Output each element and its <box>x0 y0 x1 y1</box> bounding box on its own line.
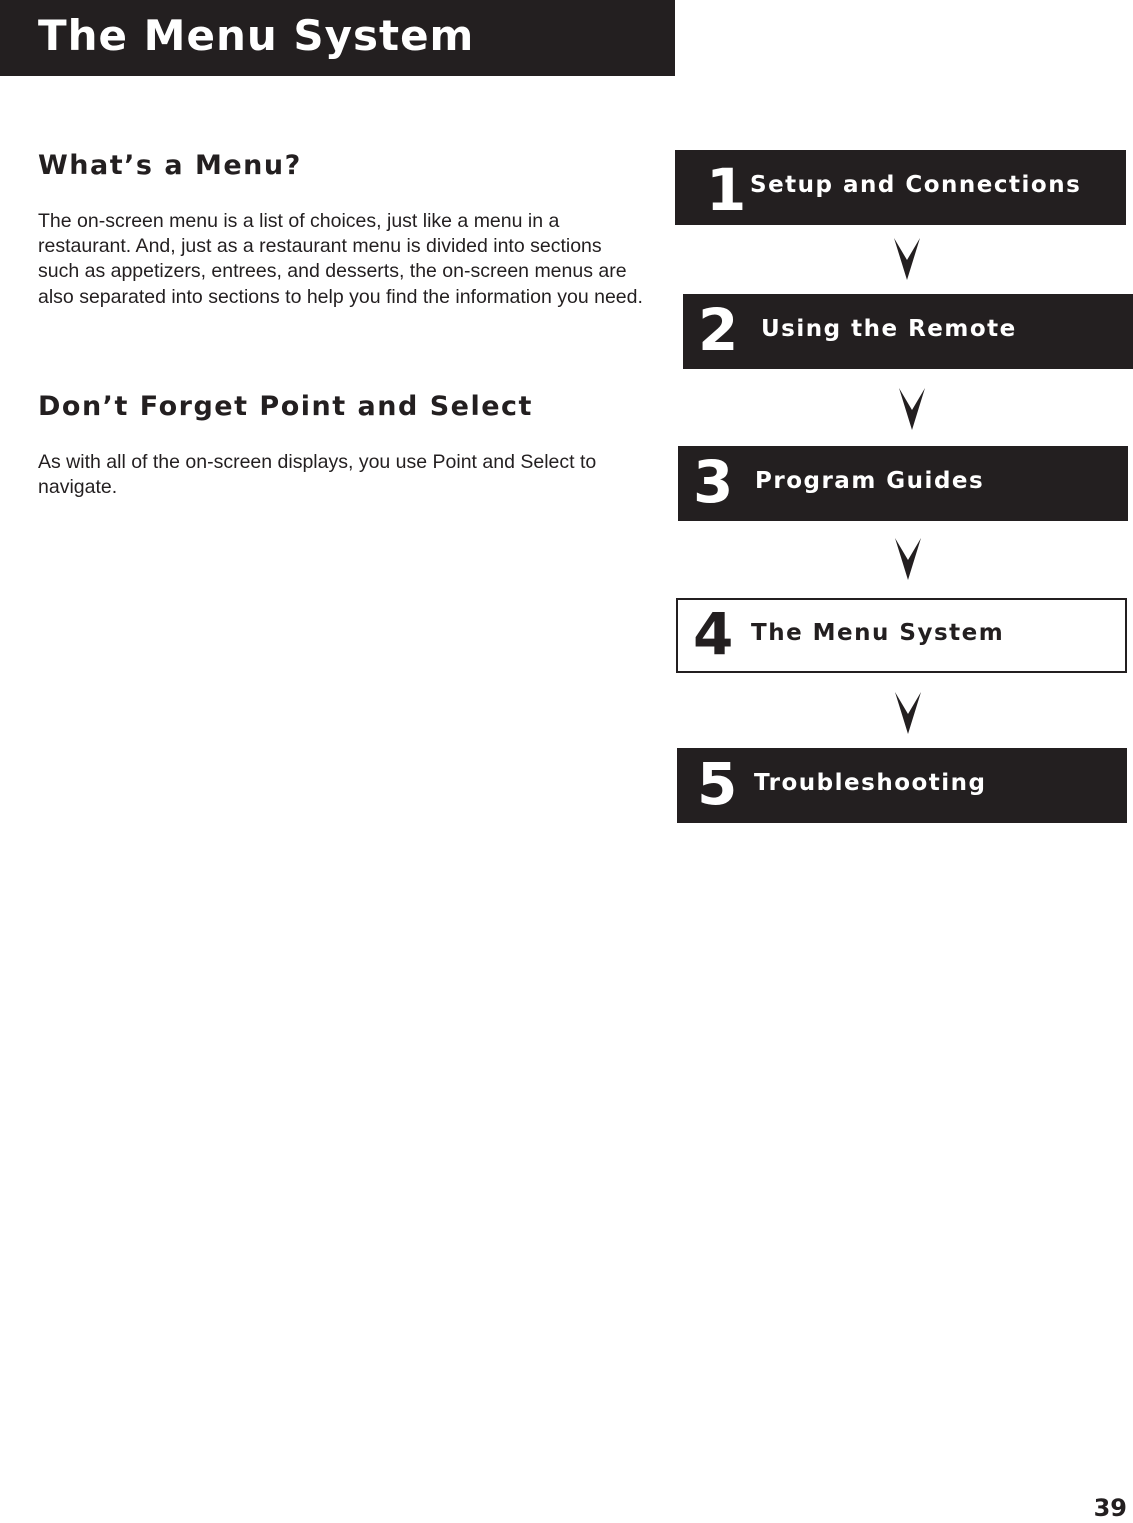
down-arrow-icon <box>894 536 922 582</box>
step-troubleshooting <box>677 748 1127 823</box>
section-whats-a-menu <box>38 150 648 310</box>
step-label: Setup and Connections <box>750 172 1082 198</box>
step-number: 4 <box>693 600 734 668</box>
step-number: 1 <box>706 156 747 224</box>
section-body: As with all of the on-screen displays, you use Point and Select to navigate. <box>38 451 597 499</box>
header-bar <box>0 0 675 76</box>
section-body: The on-screen menu is a list of choices, just like a menu in a restaurant. And, just as a restaurant menu is divided into sections such as appetizers, entrees, and desserts, the on-screen menus are also separated into sections to help you find the information you need. <box>38 210 643 308</box>
step-label: Troubleshooting <box>754 770 987 796</box>
down-arrow-icon <box>893 236 921 282</box>
step-label: Using the Remote <box>761 316 1017 342</box>
page-title: The Menu System <box>38 11 475 60</box>
step-program-guides <box>678 446 1128 521</box>
section-point-and-select <box>38 391 648 500</box>
step-label: Program Guides <box>755 468 985 494</box>
down-arrow-icon <box>894 690 922 736</box>
down-arrow-icon <box>898 386 926 432</box>
step-number: 2 <box>698 296 739 364</box>
step-label: The Menu System <box>751 620 1005 646</box>
page-number: 39 <box>1093 1494 1127 1522</box>
step-number: 3 <box>693 448 734 516</box>
step-setup-and-connections <box>675 150 1126 225</box>
section-heading: What’s a Menu? <box>38 150 302 181</box>
step-number: 5 <box>697 750 738 818</box>
section-heading: Don’t Forget Point and Select <box>38 391 533 422</box>
step-using-the-remote <box>683 294 1133 369</box>
step-the-menu-system <box>676 598 1127 673</box>
